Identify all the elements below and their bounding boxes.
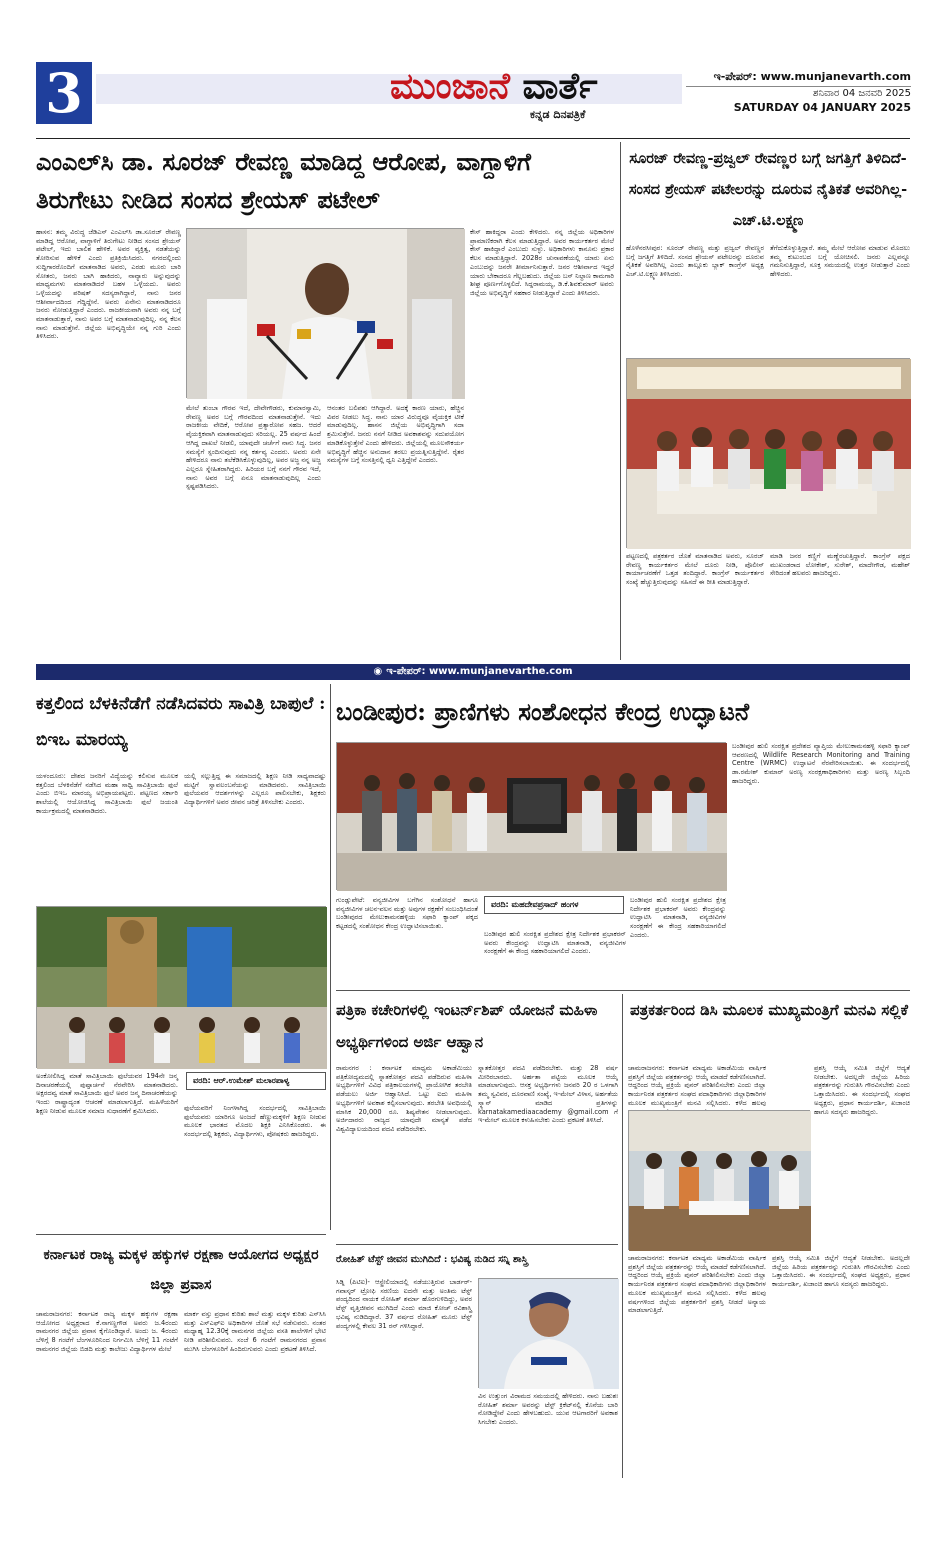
masthead-dateline: [686, 70, 911, 115]
masthead-subtitle: ಕನ್ನಡ ದಿನಪತ್ರಿಕೆ: [530, 108, 586, 121]
divider: [622, 994, 623, 1478]
divider: [36, 138, 910, 139]
epaper-url: ಇ-ಪೇಪರ್: www.munjanevarth.com: [713, 70, 911, 83]
article-3-headline: ಕತ್ತಲಿಂದ ಬೆಳಕಿನೆಡೆಗೆ ನಡೆಸಿದವರು ಸಾವಿತ್ರಿ ಬಾಪುಲೆ : ಬಿಇಒ ಮಾರಯ್ಯ: [36, 694, 326, 750]
article-8-col2: ಪ್ರಶಸ್ತಿ ಆಯ್ಕೆ ಸಮಿತಿ ಜಿಲ್ಲೆಗೆ ಆದ್ಯತೆ ನೀಡಬೇಕು. ಅದಲ್ಲದೇ ಜಿಲ್ಲೆಯ ಹಿರಿಯ ಪತ್ರಕರ್ತರನ್ನು ಗುರುತಿಸಿ ಗೌರವಿಸಬೇಕು ಎಂದು ಒತ್ತಾಯಿಸಿದರು. ಈ ಸಂದರ್ಭದಲ್ಲಿ ಸಂಘದ ಅಧ್ಯಕ್ಷರು, ಪ್ರಧಾನ ಕಾರ್ಯದರ್ಶಿ, ಖಜಾಂಚಿ ಹಾಗೂ ಸದಸ್ಯರು ಹಾಜರಿದ್ದರು.: [814, 1064, 910, 1116]
article-2-headline: ಸೂರಜ್ ರೇವಣ್ಣ-ಪ್ರಜ್ವಲ್ ರೇವಣ್ಣರ ಬಗ್ಗೆ ಜಗತ್ತಿಗೆ ತಿಳಿದಿದೆ-ಸಂಸದ ಶ್ರೇಯಸ್ ಪಟೇಲರನ್ನು ದೂರುವ ನೈತಿಕತೆ ಅವರಿಗಿಲ್ಲ-ಎಚ್.ಟಿ.ಲಕ್ಷ್ಮಣ: [628, 150, 908, 229]
article-3-col4: ಫುಲೆಯವರಿಗೆ ನಿಂಗಳಾಗಿದ್ದ ಸಂದರ್ಭದಲ್ಲಿ ಸಾವಿತ್ರಿಬಾಯಿ ಫುಲೆಯವರು ಯಾರಿಗೂ ಅಂಜದೆ ಹೆಣ್ಣುಮಕ್ಕಳಿಗೆ ಶಿಕ್ಷಣ ನೀಡುವ ಮೂಲಕ ಭಾರತದ ಮೊದಲ ಶಿಕ್ಷಕಿ ಎನಿಸಿಕೊಂಡರು. ಈ ಸಂದರ್ಭದಲ್ಲಿ ಶಿಕ್ಷಕರು, ವಿದ್ಯಾರ್ಥಿಗಳು, ಪೋಷಕರು ಹಾಜರಿದ್ದರು.: [184, 1104, 326, 1139]
article-2-col4: ಮಾಡಿ ಜನರ ಕಣ್ಣಿಗೆ ಮಣ್ಣೆರಚುತ್ತಿದ್ದಾರೆ. ಕಾಂಗ್ರೆಸ್ ಪಕ್ಷದ ಮುಖಂಡರಾದ ಲೋಕೇಶ್, ಸುರೇಶ್, ಮಾದೇಗೌಡ, ಮಹೇಶ್ ಸೇರಿದಂತೆ ಹಲವರು ಹಾಜರಿದ್ದರು.: [770, 552, 910, 578]
article-1-headline: ಎಂಎಲ್‌ಸಿ ಡಾ. ಸೂರಜ್ ರೇವಣ್ಣ ಮಾಡಿದ್ದ ಆರೋಪ, ವಾಗ್ದಾಳಿಗೆ ತಿರುಗೇಟು ನೀಡಿದ ಸಂಸದ ಶ್ರೇಯಸ್ ಪಟೇಲ್: [36, 147, 531, 214]
article-4-col2: ಮಾರ್ಕ ವಸ್ತು ಪ್ರಧಾನ ಕುರಿತು ಶಾಲೆ ಮತ್ತು ಮಕ್ಕಳ ಕುರಿತು ಎಸ್‌ಸಿಸಿ ಮತ್ತು ಎಸ್‌ಎಫ್‌ಐ ಅಧಿಕಾರಿಗಳ ಜೊತೆ ಸಭೆ ನಡೆಸುವರು. ನಂತರ ಮಧ್ಯಾಹ್ನ 12.30ಕ್ಕೆ ರಾಮನಗರ ಜಿಲ್ಲೆಯ ವಸತಿ ಶಾಲೆಗಳಿಗೆ ಭೇಟಿ ನೀಡಿ ಪರಿಶೀಲಿಸುವರು. ಸಂಜೆ 6 ಗಂಟೆಗೆ ರಾಮನಗರದ ಪ್ರವಾಸ ಮುಗಿಸಿ ಬೆಂಗಳೂರಿಗೆ ಹಿಂದಿರುಗುವರು ಎಂದು ಪ್ರಕಟಣೆ ತಿಳಿಸಿದೆ.: [184, 1310, 326, 1353]
divider: [330, 684, 331, 1230]
article-1-col1: ಹಾಸನ: ತಮ್ಮ ವಿರುದ್ಧ ಜೆಡಿಎಸ್ ಎಂಎಲ್‌ಸಿ ಡಾ.ಸೂರಜ್ ರೇವಣ್ಣ ಮಾಡಿದ್ದ ಆರೋಪ, ವಾಗ್ದಾಳಿಗೆ ತಿರುಗೇಟು ನೀಡಿದ ಸಂಸದ ಶ್ರೇಯಸ್ ಪಟೇಲ್, ಇದು ಬಾಲಿಶ ಹೇಳಿಕೆ. ಅವರ ವ್ಯಕ್ತಿತ್ವ, ನಡತೆಯನ್ನು ತೋರಿಸುವ ಹೇಳಿಕೆ ಎಂದು ಪ್ರತಿಕ್ರಿಯಿಸಿದರು. ನಗರದಲ್ಲಿಂದು ಸುದ್ದಿಗಾರರೊಂದಿಗೆ ಮಾತನಾಡಿದ ಅವರು, ಎರಡು ಮೂರು ಬಾರಿ ಸೋತರು, ಜನರು ಬಾಗಿ ಹಾಕಿದರು, ನಾವ್ಯಾರು ಅನ್ನುವುದನ್ನು ಮಾಧ್ಯಮಗಳು ಮಾತನಾಡಿದರೆ ಬಹಳ ಒಳ್ಳೆಯದು. ಅವರು ಒಳ್ಳೆಯದನ್ನು ಪರಿಷತ್ ಸದಸ್ಯರಾಗಿದ್ದಾರೆ, ನಾನು ಜನರ ಆಶೀರ್ವಾದದಿಂದ ಗೆದ್ದಿದ್ದೇನೆ. ಅವರು ಏನೇನು ಮಾತನಾಡಿದರೂ ಜನರು ನೋಡುತ್ತಿದ್ದಾರೆ ಎಂದರು. ರಾಜಕೀಯವಾಗಿ ಅವರು ನನ್ನ ಬಗ್ಗೆ ಮಾತನಾಡುತ್ತಾರೆ, ನಾನು ಅವರ ಬಗ್ಗೆ ಮಾತನಾಡುವುದಿಲ್ಲ. ನನ್ನ ಕೆಲಸ ನಾನು ಮಾಡುತ್ತೇನೆ. ಜಿಲ್ಲೆಯ ಅಭಿವೃದ್ಧಿಯೇ ನನ್ನ ಗುರಿ ಎಂದು ತಿಳಿಸಿದರು.: [36, 228, 181, 341]
article-1-col2: ಮೇಲೆ ತುಂಬಾ ಗೌರವ ಇದೆ, ದೇವೇಗೌಡರು, ಕುಮಾರಸ್ವಾಮಿ, ರೇವಣ್ಣ ಅವರ ಬಗ್ಗೆ ಗೌರವದಿಂದ ಮಾತನಾಡುತ್ತೇನೆ. ಇದು ರಾಜಕೀಯ ವೇದಿಕೆ, ಆರೋಪ ಪ್ರತ್ಯಾರೋಪ ಸಹಜ. ಆದರೆ ವೈಯಕ್ತಿಕವಾಗಿ ಮಾತನಾಡುವುದು ಸರಿಯಲ್ಲ. 25 ವರ್ಷದ ಹಿಂದೆ ಆಗಿದ್ದ ದಾಖಲೆ ನೀಡಲಿ, ಯಾವುದೇ ಚರ್ಚೆಗೆ ನಾನು ಸಿದ್ಧ. ಜನರ ಸಮಸ್ಯೆಗೆ ಸ್ಪಂದಿಸುವುದು ನನ್ನ ಕರ್ತವ್ಯ ಎಂದರು. ಅವರು ಏನೇ ಹೇಳಿದರೂ ನಾನು ತಲೆಕೆಡಿಸಿಕೊಳ್ಳುವುದಿಲ್ಲ, ಅವರ ಅಜ್ಜ ನನ್ನ ಅಜ್ಜ ಎಲ್ಲರೂ ಸ್ನೇಹಿತರಾಗಿದ್ದರು. ಹಿರಿಯರ ಬಗ್ಗೆ ನನಗೆ ಗೌರವ ಇದೆ, ನಾನು ಅವರ ಬಗ್ಗೆ ಏನೂ ಮಾತನಾಡುವುದಿಲ್ಲ ಎಂದು ಸ್ಪಷ್ಟಪಡಿಸಿದರು.: [186, 404, 321, 491]
article-7-col1: ಸಿಡ್ನಿ (ಪಿಟಿಐ)- ಆಸ್ಟ್ರೇಲಿಯಾದಲ್ಲಿ ನಡೆಯುತ್ತಿರುವ ಬಾರ್ಡರ್-ಗವಾಸ್ಕರ್ ಟ್ರೋಫಿ ಸರಣಿಯ ಐದನೇ ಮತ್ತು ಅಂತಿಮ ಟೆಸ್ಟ್ ಪಂದ್ಯದಿಂದ ನಾಯಕ ರೋಹಿತ್ ಶರ್ಮಾ ಹೊರಗುಳಿದಿದ್ದು, ಅವರ ಟೆಸ್ಟ್ ವೃತ್ತಿಜೀವನ ಮುಗಿದಿದೆ ಎಂದು ಮಾಜಿ ಕೋಚ್ ರವಿಶಾಸ್ತ್ರಿ ಭವಿಷ್ಯ ನುಡಿದಿದ್ದಾರೆ. 37 ವರ್ಷದ ರೋಹಿತ್ ಮೂರು ಟೆಸ್ಟ್ ಪಂದ್ಯಗಳಲ್ಲಿ ಕೇವಲ 31 ರನ್ ಗಳಿಸಿದ್ದಾರೆ.: [336, 1278, 472, 1330]
article-8-intro: ಚಾಮರಾಜನಗರ: ಕರ್ನಾಟಕ ಮಾಧ್ಯಮ ಅಕಾಡೆಮಿಯ ವಾರ್ಷಿಕ ಪ್ರಶಸ್ತಿಗೆ ಜಿಲ್ಲೆಯ ಪತ್ರಕರ್ತರನ್ನು ಆಯ್ಕೆ ಮಾಡದೆ ಕಡೆಗಣಿಸಲಾಗಿದೆ. ಆದ್ದರಿಂದ ಆಯ್ಕೆ ಪ್ರಕ್ರಿಯೆ ಪುನರ್ ಪರಿಶೀಲಿಸಬೇಕು ಎಂದು ಜಿಲ್ಲಾ ಕಾರ್ಯನಿರತ ಪತ್ರಕರ್ತರ ಸಂಘದ ಪದಾಧಿಕಾರಿಗಳು ಜಿಲ್ಲಾಧಿಕಾರಿಗಳ ಮೂಲಕ ಮುಖ್ಯಮಂತ್ರಿಗೆ ಮನವಿ ಸಲ್ಲಿಸಿದರು. ಕಳೆದ ಹಲವು: [628, 1064, 766, 1107]
article-1-photo: [186, 228, 464, 398]
band-text: ಇ-ಪೇಪರ್: www.munjanevarthe.com: [386, 666, 573, 677]
article-5-col2-part: ಬಂಡೀಪುರ ಹುಲಿ ಸಂರಕ್ಷಿತ ಪ್ರದೇಶದ ಕ್ಷೇತ್ರ ನಿರ್ದೇಶಕ ಪ್ರಭಾಕರನ್ ಅವರು ಕೇಂದ್ರವನ್ನು ಉದ್ಘಾಟಿಸಿ ಮಾತನಾಡಿ, ವನ್ಯಜೀವಿಗಳ ಸಂರಕ್ಷಣೆಗೆ ಈ ಕೇಂದ್ರ ಸಹಕಾರಿಯಾಗಲಿದೆ ಎಂದರು.: [484, 930, 626, 956]
article-1-col3: ಆನಂತರ ಬಲಿಪಶು ಆಗಿದ್ದಾರೆ. ಅದಕ್ಕೆ ಕಾರಣ ಯಾರು, ಹೆಚ್ಚಿನ ವಿವರ ನೀಡಲು ಸಿದ್ಧ. ನಾನು ಯಾರ ವಿರುದ್ಧವೂ ವೈಯಕ್ತಿಕ ಟೀಕೆ ಮಾಡುವುದಿಲ್ಲ. ಹಾಸನ ಜಿಲ್ಲೆಯ ಅಭಿವೃದ್ಧಿಗಾಗಿ ಸದಾ ಶ್ರಮಿಸುತ್ತೇನೆ. ಜನರು ನನಗೆ ನೀಡಿದ ಅವಕಾಶವನ್ನು ಸದುಪಯೋಗ ಮಾಡಿಕೊಳ್ಳುತ್ತೇನೆ ಎಂದು ಹೇಳಿದರು. ಜಿಲ್ಲೆಯಲ್ಲಿ ಮೂಲಸೌಕರ್ಯ ಅಭಿವೃದ್ಧಿಗೆ ಹೆಚ್ಚಿನ ಅನುದಾನ ತರಲು ಪ್ರಯತ್ನಿಸುತ್ತಿದ್ದೇನೆ. ರೈತರ ಸಮಸ್ಯೆಗಳ ಬಗ್ಗೆ ಸಂಸತ್ತಿನಲ್ಲಿ ಧ್ವನಿ ಎತ್ತಿದ್ದೇನೆ ಎಂದರು.: [327, 404, 464, 465]
article-6-headline: ಪತ್ರಿಕಾ ಕಚೇರಿಗಳಲ್ಲಿ ಇಂಟರ್ನ್‌ಶಿಪ್ ಯೋಜನೆ ಮಹಿಳಾ ಅಭ್ಯರ್ಥಿಗಳಿಂದ ಅರ್ಜಿ ಆಹ್ವಾನ: [336, 1001, 598, 1051]
article-5-photo: [336, 742, 726, 890]
article-3-col2: ಯಲ್ಲಿ ಸಲ್ಲುತ್ತಿದ್ದ ಈ ಸಮಾಜದಲ್ಲಿ ಶಿಕ್ಷಣ ನೀಡಿ ಸಾಧ್ಯವಾದಷ್ಟು ಮಟ್ಟಿಗೆ ಸ್ವಾವಲಂಬನೆಯನ್ನು ಮಾಡಿದವರು. ಸಾವಿತ್ರಿಬಾಯಿ ಫುಲೆಯವರ ಆದರ್ಶಗಳನ್ನು ಎಲ್ಲರೂ ಪಾಲಿಸಬೇಕು, ಶಿಕ್ಷಕರು ವಿದ್ಯಾರ್ಥಿಗಳಿಗೆ ಅವರ ಜೀವನ ಚರಿತ್ರೆ ತಿಳಿಸಬೇಕು ಎಂದರು.: [184, 772, 326, 807]
article-5-headline: ಬಂಡೀಪುರ: ಪ್ರಾಣಿಗಳು ಸಂಶೋಧನ ಕೇಂದ್ರ ಉದ್ಘಾಟನೆ: [336, 697, 750, 726]
article-5-col1: ಗುಂಡ್ಲುಪೇಟೆ: ವನ್ಯಜೀವಿಗಳ ಬಗೆಗಿನ ಸಂಶೋಧನೆ ಹಾಗೂ ವನ್ಯಜೀವಿಗಳ ಚಲನ-ವಲನ ಮತ್ತು ಅವುಗಳ ರಕ್ಷಣೆಗೆ ಸಂಬಂಧಿಸಿದಂತೆ ಬಂಡೀಪುರದ ಮೇಲುಕಾಮನಹಳ್ಳಿಯ ಸಫಾರಿ ಕ್ಯಾಂಪ್ ಪಕ್ಕದ ಕಟ್ಟಡದಲ್ಲಿ ಸಂಶೋಧನ ಕೇಂದ್ರ ಉದ್ಘಾಟಿಸಲಾಯಿತು.: [336, 896, 478, 931]
article-5-col3: ಬಂಡೀಪುರ ಹುಲಿ ಸಂರಕ್ಷಿತ ಪ್ರದೇಶದ ವ್ಯಾಪ್ತಿಯ ಮೇಲುಕಾಮನಹಳ್ಳಿ ಸಫಾರಿ ಕ್ಯಾಂಪ್ ಆವರಣದಲ್ಲಿ Wildlife Research Monitoring and Training Centre (WRMC) ಉದ್ಘಾಟನೆ ನೆರವೇರಿಸಲಾಯಿತು. ಈ ಸಂದರ್ಭದಲ್ಲಿ ಡಾ.ರಮೇಶ್ ಕುಮಾರ್ ಅರಣ್ಯ ಸಂರಕ್ಷಣಾಧಿಕಾರಿಗಳು ಮತ್ತು ಅರಣ್ಯ ಸಿಬ್ಬಂದಿ ಹಾಜರಿದ್ದರು.: [732, 742, 910, 785]
article-4-headline: ಕರ್ನಾಟಕ ರಾಜ್ಯ ಮಕ್ಕಳ ಹಕ್ಕುಗಳ ರಕ್ಷಣಾ ಆಯೋಗದ ಅಧ್ಯಕ್ಷರ ಜಿಲ್ಲಾ ಪ್ರವಾಸ: [43, 1247, 319, 1293]
article-7-headline: ರೋಹಿತ್ ಟೆಸ್ಟ್ ಜೀವನ ಮುಗಿದಿದೆ : ಭವಿಷ್ಯ ನುಡಿದ ಸನ್ನಿ ಶಾಸ್ತ್ರಿ: [336, 1254, 528, 1265]
article-2-photo: [626, 358, 910, 548]
divider: [336, 990, 910, 991]
article-8-col3: ಚಾಮರಾಜನಗರ: ಕರ್ನಾಟಕ ಮಾಧ್ಯಮ ಅಕಾಡೆಮಿಯ ವಾರ್ಷಿಕ ಪ್ರಶಸ್ತಿಗೆ ಜಿಲ್ಲೆಯ ಪತ್ರಕರ್ತರನ್ನು ಆಯ್ಕೆ ಮಾಡದೆ ಕಡೆಗಣಿಸಲಾಗಿದೆ. ಆದ್ದರಿಂದ ಆಯ್ಕೆ ಪ್ರಕ್ರಿಯೆ ಪುನರ್ ಪರಿಶೀಲಿಸಬೇಕು ಎಂದು ಜಿಲ್ಲಾ ಕಾರ್ಯನಿರತ ಪತ್ರಕರ್ತರ ಸಂಘದ ಪದಾಧಿಕಾರಿಗಳು ಜಿಲ್ಲಾಧಿಕಾರಿಗಳ ಮೂಲಕ ಮುಖ್ಯಮಂತ್ರಿಗೆ ಮನವಿ ಸಲ್ಲಿಸಿದರು. ಕಳೆದ ಹಲವು ವರ್ಷಗಳಿಂದ ಜಿಲ್ಲೆಯ ಪತ್ರಕರ್ತರಿಗೆ ಪ್ರಶಸ್ತಿ ನೀಡದೆ ಅನ್ಯಾಯ ಮಾಡಲಾಗುತ್ತಿದೆ.: [628, 1254, 766, 1315]
epaper-band: [36, 664, 910, 680]
article-3-photo: [36, 906, 326, 1068]
article-6-col1: ರಾಮನಗರ : ಕರ್ನಾಟಕ ಮಾಧ್ಯಮ ಅಕಾಡೆಮಿಯು ಪತ್ರಿಕೋದ್ಯಮದಲ್ಲಿ ಸ್ನಾತಕೋತ್ತರ ಪದವಿ ಪಡೆದಿರುವ ಮಹಿಳಾ ಅಭ್ಯರ್ಥಿಗಳಿಗೆ ವಿವಿಧ ಪತ್ರಿಕಾಲಯಗಳಲ್ಲಿ ಪ್ರಾಯೋಗಿಕ ತರಬೇತಿ ಪಡೆಯಲು ಅರ್ಜಿ ಆಹ್ವಾನಿಸಿದೆ. ಒಟ್ಟು ಐದು ಮಹಿಳಾ ಅಭ್ಯರ್ಥಿಗಳಿಗೆ ಅವಕಾಶ ಕಲ್ಪಿಸಲಾಗುವುದು. ತರಬೇತಿ ಅವಧಿಯಲ್ಲಿ ಮಾಸಿಕ 20,000 ರೂ. ಶಿಷ್ಯವೇತನ ನೀಡಲಾಗುವುದು. ಅರ್ಜಿದಾರರು ರಾಜ್ಯದ ಯಾವುದೇ ಮಾನ್ಯತೆ ಪಡೆದ ವಿಶ್ವವಿದ್ಯಾಲಯದಿಂದ ಪದವಿ ಪಡೆದಿರಬೇಕು.: [336, 1064, 472, 1133]
article-1-col4: ಕೇಸ್ ಹಾಕಿದ್ದರಾ ಎಂದು ಕೇಳಿದರು. ನನ್ನ ಜಿಲ್ಲೆಯ ಅಧಿಕಾರಿಗಳ ಪ್ರಾಮಾಣಿಕರಾಗಿ ಕೆಲಸ ಮಾಡುತ್ತಿದ್ದಾರೆ. ಅವರ ಕಾರ್ಯಕರ್ತರ ಮೇಲೆ ಕೇಸ್ ಹಾಕಿದ್ದಾರೆ ಎಂಬುದು ಸುಳ್ಳು. ಅಧಿಕಾರಿಗಳು ಕಾನೂನು ಪ್ರಕಾರ ಕೆಲಸ ಮಾಡುತ್ತಿದ್ದಾರೆ. 2028ರ ಚುನಾವಣೆಯಲ್ಲಿ ಯಾರು ಏನು ಎಂಬುದನ್ನು ಜನರೇ ತೀರ್ಮಾನಿಸುತ್ತಾರೆ. ಜನರ ಆಶೀರ್ವಾದ ಇದ್ದರೆ ಯಾರು ಬೇಕಾದರೂ ಗೆಲ್ಲಬಹುದು. ಜಿಲ್ಲೆಯ ಬಸ್ ನಿಲ್ದಾಣ ಕಾಮಗಾರಿ ಶೀಘ್ರ ಪೂರ್ಣಗೊಳ್ಳಲಿದೆ. ಸಿದ್ದರಾಮಯ್ಯ, ಡಿ.ಕೆ.ಶಿವಕುಮಾರ್ ಅವರು ಜಿಲ್ಲೆಯ ಅಭಿವೃದ್ಧಿಗೆ ಸಹಕಾರ ನೀಡುತ್ತಿದ್ದಾರೆ ಎಂದು ತಿಳಿಸಿದರು.: [470, 228, 614, 297]
article-4-col1: ಚಾಮರಾಜನಗರ: ಕರ್ನಾಟಕ ರಾಜ್ಯ ಮಕ್ಕಳ ಹಕ್ಕುಗಳ ರಕ್ಷಣಾ ಆಯೋಗದ ಅಧ್ಯಕ್ಷರಾದ ಕೆ.ನಾಗಣ್ಣಗೌಡ ಅವರು ಜ.4ರಂದು ರಾಮನಗರ ಜಿಲ್ಲೆಯ ಪ್ರವಾಸ ಕೈಗೊಂಡಿದ್ದಾರೆ. ಅಂದು ಜ. 4ರಂದು ಬೆಳಿಗ್ಗೆ 8 ಗಂಟೆಗೆ ಬೆಂಗಳೂರಿನಿಂದ ನಿರ್ಗಮಿಸಿ ಬೆಳಿಗ್ಗೆ 11 ಗಂಟೆಗೆ ರಾಮನಗರ ಜಿಲ್ಲೆಯ ಬಿಡದಿ ಮತ್ತು ಕಾಲೇಜು ವಿದ್ಯಾರ್ಥಿಗಳ ಮೇಲೆ: [36, 1310, 178, 1353]
article-3-reporter: ವರದಿ: ಆರ್.ಉಮೇಶ್ ಮಲಾರಪಾಳ್ಯ: [186, 1072, 326, 1090]
divider: [620, 142, 621, 660]
globe-icon: ◉: [373, 666, 383, 677]
article-8-photo: [628, 1110, 810, 1250]
article-6-col2: ಸ್ನಾತಕೋತ್ತರ ಪದವಿ ಪಡೆದಿರಬೇಕು. ಮತ್ತು 28 ವರ್ಷ ಮೀರಿರಬಾರದು. ಅರ್ಹತಾ ಪಟ್ಟಿಯ ಮೂಲಕ ಆಯ್ಕೆ ಮಾಡಲಾಗುವುದು. ಆಸಕ್ತ ಅಭ್ಯರ್ಥಿಗಳು ಜನವರಿ 20 ರ ಒಳಗಾಗಿ ತಮ್ಮ ಸ್ವವಿವರ, ದೂರವಾಣಿ ಸಂಖ್ಯೆ, ಇ-ಮೇಲ್ ವಿಳಾಸ, ಅರ್ಹತೆಯ ಸ್ಕ್ಯಾನ್ ಮಾಡಿದ ಪ್ರತಿಗಳನ್ನು karnatakamediaacademy @gmail.com ಗೆ ಇ-ಮೇಲ್ ಮೂಲಕ ಕಳುಹಿಸಬೇಕು ಎಂದು ಪ್ರಕಟಣೆ ತಿಳಿಸಿದೆ.: [478, 1064, 618, 1125]
article-3-col3: ಅಂಕೋಲಿಸಿದ್ದ ಮಾತೆ ಸಾವಿತ್ರಿಬಾಯಿ ಫುಲೆಯವರ 194ನೇ ಜನ್ಮ ದಿನಾಚರಣೆಯಲ್ಲಿ ಪುಷ್ಪಾರ್ಚನೆ ನೆರವೇರಿಸಿ ಮಾತನಾಡಿದರು. ಅಕ್ಷರದವ್ವ ಮಾತೆ ಸಾವಿತ್ರಿಬಾಯಿ ಫುಲೆ ಅವರ ಜನ್ಮ ದಿನಾಚರಣೆಯನ್ನು ಇಂದು ರಾಷ್ಟ್ರಾದ್ಯಂತ ಆಚರಣೆ ಮಾಡಲಾಗುತ್ತಿದೆ. ಮಹಿಳೆಯರಿಗೆ ಶಿಕ್ಷಣ ನೀಡುವ ಮೂಲಕ ಸಮಾಜ ಸುಧಾರಣೆಗೆ ಶ್ರಮಿಸಿದರು.: [36, 1072, 178, 1115]
article-7-photo: [478, 1278, 618, 1388]
divider: [36, 1234, 326, 1235]
article-2-col3: ಪಟ್ಟಣದಲ್ಲಿ ಪತ್ರಕರ್ತರ ಜೊತೆ ಮಾತನಾಡಿದ ಅವರು, ಸೂರಜ್ ರೇವಣ್ಣ ಕಾರ್ಯಕರ್ತರ ಮೇಲೆ ದೂರು ನೀಡಿ, ಪೊಲೀಸ್ ಕಾರ್ಯಾಚರಣೆಗೆ ಒತ್ತಡ ತಂದಿದ್ದಾರೆ. ಕಾಂಗ್ರೆಸ್ ಕಾರ್ಯಕರ್ತರ ಸಂಖ್ಯೆ ಹೆಚ್ಚುತ್ತಿರುವುದನ್ನು ಸಹಿಸದೆ ಈ ರೀತಿ ಮಾಡುತ್ತಿದ್ದಾರೆ.: [626, 552, 764, 587]
article-8-headline: ಪತ್ರಕರ್ತರಿಂದ ಡಿಸಿ ಮೂಲಕ ಮುಖ್ಯಮಂತ್ರಿಗೆ ಮನವಿ ಸಲ್ಲಿಕೆ: [630, 1001, 908, 1019]
page-number: 3: [36, 62, 92, 124]
article-2-col1: ಹೊಳೆನರಸೀಪುರ: ಸೂರಜ್ ರೇವಣ್ಣ ಮತ್ತು ಪ್ರಜ್ವಲ್ ರೇವಣ್ಣರ ಬಗ್ಗೆ ಜಗತ್ತಿಗೆ ತಿಳಿದಿದೆ. ಸಂಸದ ಶ್ರೇಯಸ್ ಪಟೇಲರನ್ನು ದೂರುವ ನೈತಿಕತೆ ಅವರಿಗಿಲ್ಲ ಎಂದು ತಾಲ್ಲೂಕು ಬ್ಲಾಕ್ ಕಾಂಗ್ರೆಸ್ ಅಧ್ಯಕ್ಷ ಎಚ್.ಟಿ.ಲಕ್ಷ್ಮಣ ತಿಳಿಸಿದರು.: [626, 244, 764, 279]
article-8-col4: ಪ್ರಶಸ್ತಿ ಆಯ್ಕೆ ಸಮಿತಿ ಜಿಲ್ಲೆಗೆ ಆದ್ಯತೆ ನೀಡಬೇಕು. ಅದಲ್ಲದೇ ಜಿಲ್ಲೆಯ ಹಿರಿಯ ಪತ್ರಕರ್ತರನ್ನು ಗುರುತಿಸಿ ಗೌರವಿಸಬೇಕು ಎಂದು ಒತ್ತಾಯಿಸಿದರು. ಈ ಸಂದರ್ಭದಲ್ಲಿ ಸಂಘದ ಅಧ್ಯಕ್ಷರು, ಪ್ರಧಾನ ಕಾರ್ಯದರ್ಶಿ, ಖಜಾಂಚಿ ಹಾಗೂ ಸದಸ್ಯರು ಹಾಜರಿದ್ದರು.: [772, 1254, 910, 1289]
divider: [336, 1244, 618, 1245]
date-english: SATURDAY 04 JANUARY 2025: [733, 101, 911, 114]
article-5-reporter: ವರದಿ: ಮಹದೇವಪ್ರಸಾದ್ ಹಂಗಳ: [484, 896, 624, 914]
article-7-col2: ವಿನ ಉತ್ತುಂಗ ವಿರಾಮದ ಸಮಯದಲ್ಲಿ ಹೇಳಿದರು. ನಾನು ಬಹುಶಃ ರೋಹಿತ್ ಶರ್ಮಾ ಅವರನ್ನು ಟೆಸ್ಟ್ ಕ್ರಿಕೆಟ್‌ನಲ್ಲಿ ಕೊನೆಯ ಬಾರಿ ನೋಡಿದ್ದೇವೆ ಎಂದು ಹೇಳಬಹುದು. ಯುವ ಆಟಗಾರರಿಗೆ ಅವಕಾಶ ಸಿಗಬೇಕು ಎಂದರು.: [478, 1392, 618, 1427]
logo-word-2: ವಾರ್ತೆ: [522, 65, 598, 107]
article-5-col2b: ಬಂಡೀಪುರ ಹುಲಿ ಸಂರಕ್ಷಿತ ಪ್ರದೇಶದ ಕ್ಷೇತ್ರ ನಿರ್ದೇಶಕ ಪ್ರಭಾಕರನ್ ಅವರು ಕೇಂದ್ರವನ್ನು ಉದ್ಘಾಟಿಸಿ ಮಾತನಾಡಿ, ವನ್ಯಜೀವಿಗಳ ಸಂರಕ್ಷಣೆಗೆ ಈ ಕೇಂದ್ರ ಸಹಕಾರಿಯಾಗಲಿದೆ ಎಂದರು.: [630, 896, 726, 939]
article-2-col2: ತೆಗೆದುಕೊಳ್ಳುತ್ತಿದ್ದಾರೆ. ತಮ್ಮ ಮೇಲೆ ಆರೋಪ ಮಾಡುವ ಮೊದಲು ತಮ್ಮ ಕುಟುಂಬದ ಬಗ್ಗೆ ಯೋಚಿಸಲಿ. ಜನರು ಎಲ್ಲವನ್ನೂ ಗಮನಿಸುತ್ತಿದ್ದಾರೆ, ಸೂಕ್ತ ಸಮಯದಲ್ಲಿ ಉತ್ತರ ನೀಡುತ್ತಾರೆ ಎಂದು ಹೇಳಿದರು.: [770, 244, 910, 279]
logo-word-1: ಮುಂಜಾನೆ: [390, 65, 510, 107]
newspaper-logo: [390, 64, 680, 108]
date-kannada: ಶನಿವಾರ 04 ಜನವರಿ 2025: [813, 88, 911, 99]
article-3-col1: ಯಳಂದೂರು: ದೇಶದ ಜನರಿಗೆ ವಿದ್ಯೆಯನ್ನು ಕಲಿಸುವ ಮೂಲಕ ಕತ್ತಲಿಂದ ಬೆಳಕಿನೆಡೆಗೆ ನಡೆಸಿದ ಮಹಾ ಸಾಧ್ವಿ ಸಾವಿತ್ರಿಬಾಯಿ ಫುಲೆ ಎಂದು ಬಿಇಒ ಮಾರಯ್ಯ ಅಭಿಪ್ರಾಯಪಟ್ಟರು. ಪಟ್ಟಣದ ಸರ್ಕಾರಿ ಶಾಲೆಯಲ್ಲಿ ಆಯೋಜಿಸಿದ್ದ ಸಾವಿತ್ರಿಬಾಯಿ ಫುಲೆ ಜಯಂತಿ ಕಾರ್ಯಕ್ರಮದಲ್ಲಿ ಮಾತನಾಡಿದರು.: [36, 772, 178, 815]
